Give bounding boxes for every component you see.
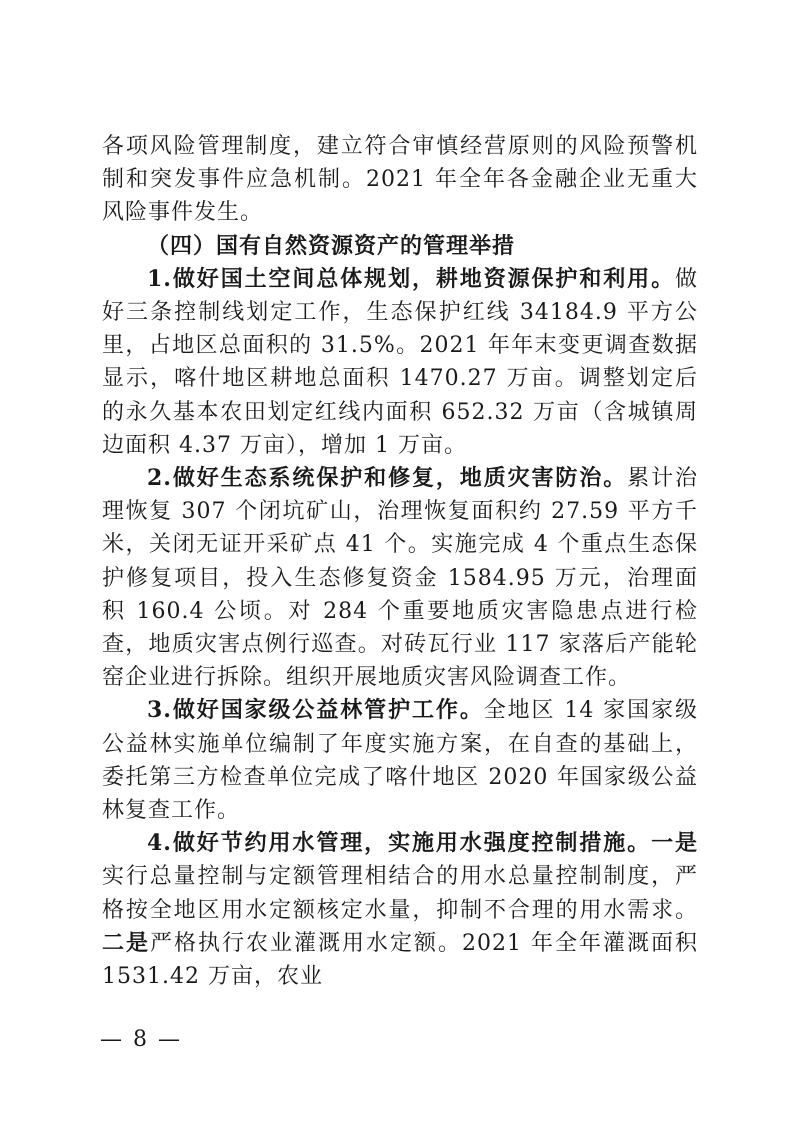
section-heading: （四）国有自然资源资产的管理举措 xyxy=(147,232,516,259)
item-3-body: 全地区 14 家国家级公益林实施单位编制了年度实施方案，在自查的基础上，委托第三方检查单位完成了喀什地区 2020 年国家级公益林复查工作。 xyxy=(102,698,699,824)
paragraph-continued: 各项风险管理制度，建立符合审慎经营原则的风险预警机制和突发事件应急机制。2021 年全年各金融企业无重大风险事件发生。 xyxy=(102,134,698,226)
item-2-body: 累计治理恢复 307 个闭坑矿山，治理恢复面积约 27.59 平方千米，关闭无证开采矿点 41 个。实施完成 4 个重点生态保护修复项目，投入生态修复资金 1584.95 万元，治理面积 160.4 公顷。对 284 个重要地质灾害隐患点进行检查，地质灾害点例行巡查。对砖瓦行业 117 家落后产能轮窑企业进行拆除。组织开展地质灾害风险调查工作。 xyxy=(102,466,698,691)
item-4-first-point-text: 实行总量控制与定额管理相结合的用水总量控制制度，严格按全地区用水定额核定水量，抑制不合理的用水需求。 xyxy=(102,864,698,923)
item-3-lead: 3.做好国家级公益林管护工作。 xyxy=(147,697,484,724)
item-4-paragraph xyxy=(102,827,698,993)
item-3-paragraph xyxy=(102,694,698,827)
item-4-lead: 4.做好节约用水管理，实施用水强度控制措施。 xyxy=(147,830,652,857)
item-1-body: 做好三条控制线划定工作，生态保护红线 34184.9 平方公里，占地区总面积的 31.5%。2021 年年末变更调查数据显示，喀什地区耕地总面积 1470.27 万亩。调整划定后的永久基本农田划定红线内面积 652.32 万亩（含城镇周边面积 4.37 万亩），增加 1 万亩。 xyxy=(102,266,698,458)
document-body xyxy=(102,130,698,993)
item-1-lead: 1.做好国土空间总体规划，耕地资源保护和利用。 xyxy=(147,265,675,292)
item-4-second-point-text: 严格执行农业灌溉用水定额。2021 年全年灌溉面积 1531.42 万亩，农业 xyxy=(102,930,698,990)
item-2-lead: 2.做好生态系统保护和修复，地质灾害防治。 xyxy=(147,465,628,492)
item-1-paragraph xyxy=(102,263,698,462)
item-4-second-point-marker: 二是 xyxy=(102,929,151,956)
item-4-first-point-marker: 一是 xyxy=(651,830,698,857)
page-number: — 8 — xyxy=(100,1027,182,1052)
item-2-paragraph xyxy=(102,462,698,694)
